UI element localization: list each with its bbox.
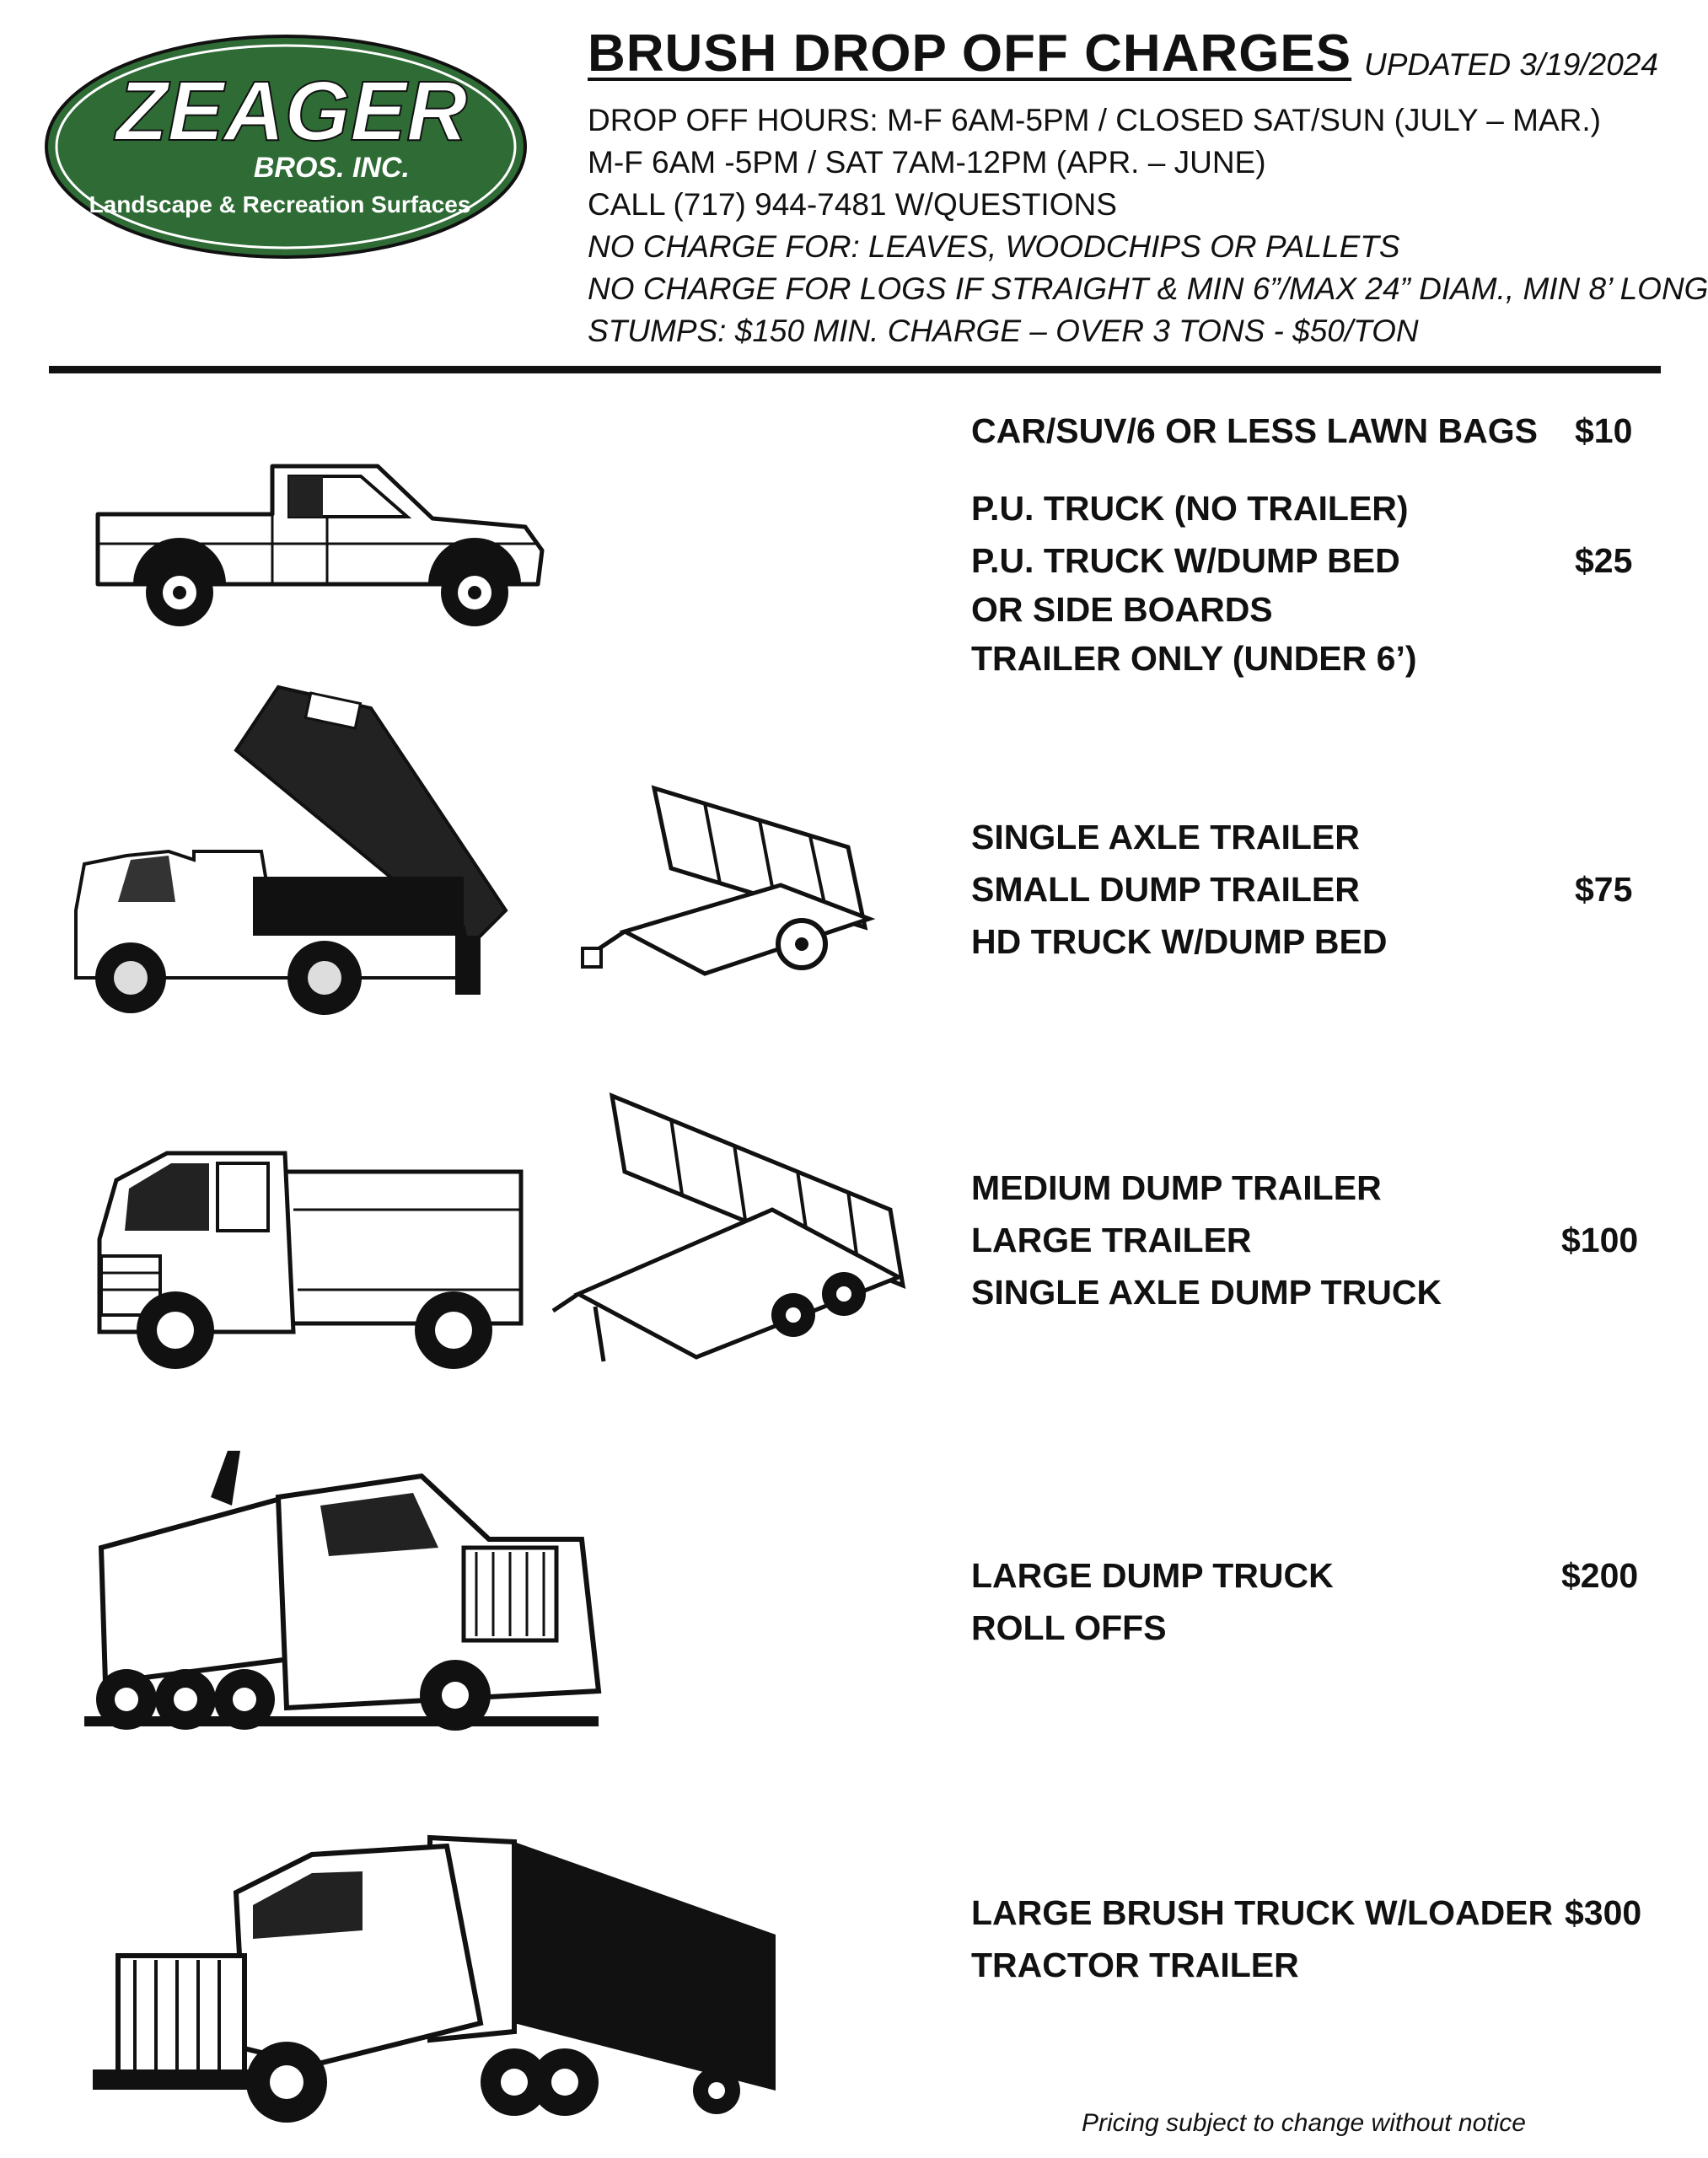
page-title: BRUSH DROP OFF CHARGES bbox=[588, 24, 1352, 83]
logo-tagline: Landscape & Recreation Surfaces bbox=[89, 191, 471, 217]
pricing-footnote: Pricing subject to change without notice bbox=[1082, 2109, 1526, 2137]
tier-100-item: SINGLE AXLE DUMP TRUCK bbox=[971, 1273, 1442, 1312]
updated-date: UPDATED 3/19/2024 bbox=[1364, 47, 1658, 82]
single-axle-dump-truck-icon bbox=[91, 1138, 529, 1374]
contact-phone: CALL (717) 944-7481 W/QUESTIONS bbox=[588, 187, 1117, 222]
tier-300-item: LARGE BRUSH TRUCK W/LOADER bbox=[971, 1893, 1554, 1932]
tier-100-price: $100 bbox=[1561, 1221, 1639, 1259]
tandem-dump-trailer-icon bbox=[545, 1092, 916, 1387]
tier-75-item: SMALL DUMP TRAILER bbox=[971, 870, 1360, 909]
tier-300-price: $300 bbox=[1565, 1893, 1642, 1932]
pickup-truck-icon bbox=[83, 459, 546, 628]
tier-75-price: $75 bbox=[1575, 870, 1633, 909]
tier-25-item: P.U. TRUCK (NO TRAILER) bbox=[971, 489, 1409, 528]
tier-100-item: LARGE TRAILER bbox=[971, 1221, 1252, 1259]
tier-25-item: OR SIDE BOARDS bbox=[971, 590, 1273, 629]
stumps-note: STUMPS: $150 MIN. CHARGE – OVER 3 TONS - $50/TON bbox=[588, 314, 1419, 348]
large-dump-truck-icon bbox=[84, 1447, 607, 1742]
company-logo bbox=[42, 32, 529, 261]
tier-25-item: TRAILER ONLY (UNDER 6’) bbox=[971, 639, 1417, 678]
tier-200-item: LARGE DUMP TRUCK bbox=[971, 1556, 1334, 1595]
tier-200-item: ROLL OFFS bbox=[971, 1608, 1167, 1647]
no-charge-note: NO CHARGE FOR: LEAVES, WOODCHIPS OR PALLETS bbox=[588, 229, 1400, 264]
small-dump-trailer-icon bbox=[578, 784, 890, 995]
tier-300-item: TRACTOR TRAILER bbox=[971, 1946, 1299, 1984]
header-divider bbox=[49, 366, 1661, 373]
tier-100-item: MEDIUM DUMP TRAILER bbox=[971, 1168, 1382, 1207]
tier-10-item: CAR/SUV/6 OR LESS LAWN BAGS bbox=[971, 411, 1539, 450]
tractor-trailer-icon bbox=[93, 1812, 784, 2133]
tier-200-price: $200 bbox=[1561, 1556, 1639, 1595]
tier-75-item: SINGLE AXLE TRAILER bbox=[971, 818, 1360, 856]
tier-25-price: $25 bbox=[1575, 541, 1633, 580]
tier-25-item: P.U. TRUCK W/DUMP BED bbox=[971, 541, 1400, 580]
tier-10-price: $10 bbox=[1575, 411, 1633, 450]
spring-hours: M-F 6AM -5PM / SAT 7AM-12PM (APR. – JUNE) bbox=[588, 145, 1266, 180]
logo-sub: BROS. INC. bbox=[253, 152, 410, 184]
tier-75-item: HD TRUCK W/DUMP BED bbox=[971, 922, 1388, 961]
flatbed-dump-truck-icon bbox=[67, 683, 523, 1020]
logs-note: NO CHARGE FOR LOGS IF STRAIGHT & MIN 6”/MAX 24” DIAM., MIN 8’ LONG bbox=[588, 271, 1708, 306]
logo-name: ZEAGER bbox=[115, 64, 468, 158]
drop-off-hours: DROP OFF HOURS: M-F 6AM-5PM / CLOSED SAT/SUN (JULY – MAR.) bbox=[588, 103, 1601, 137]
